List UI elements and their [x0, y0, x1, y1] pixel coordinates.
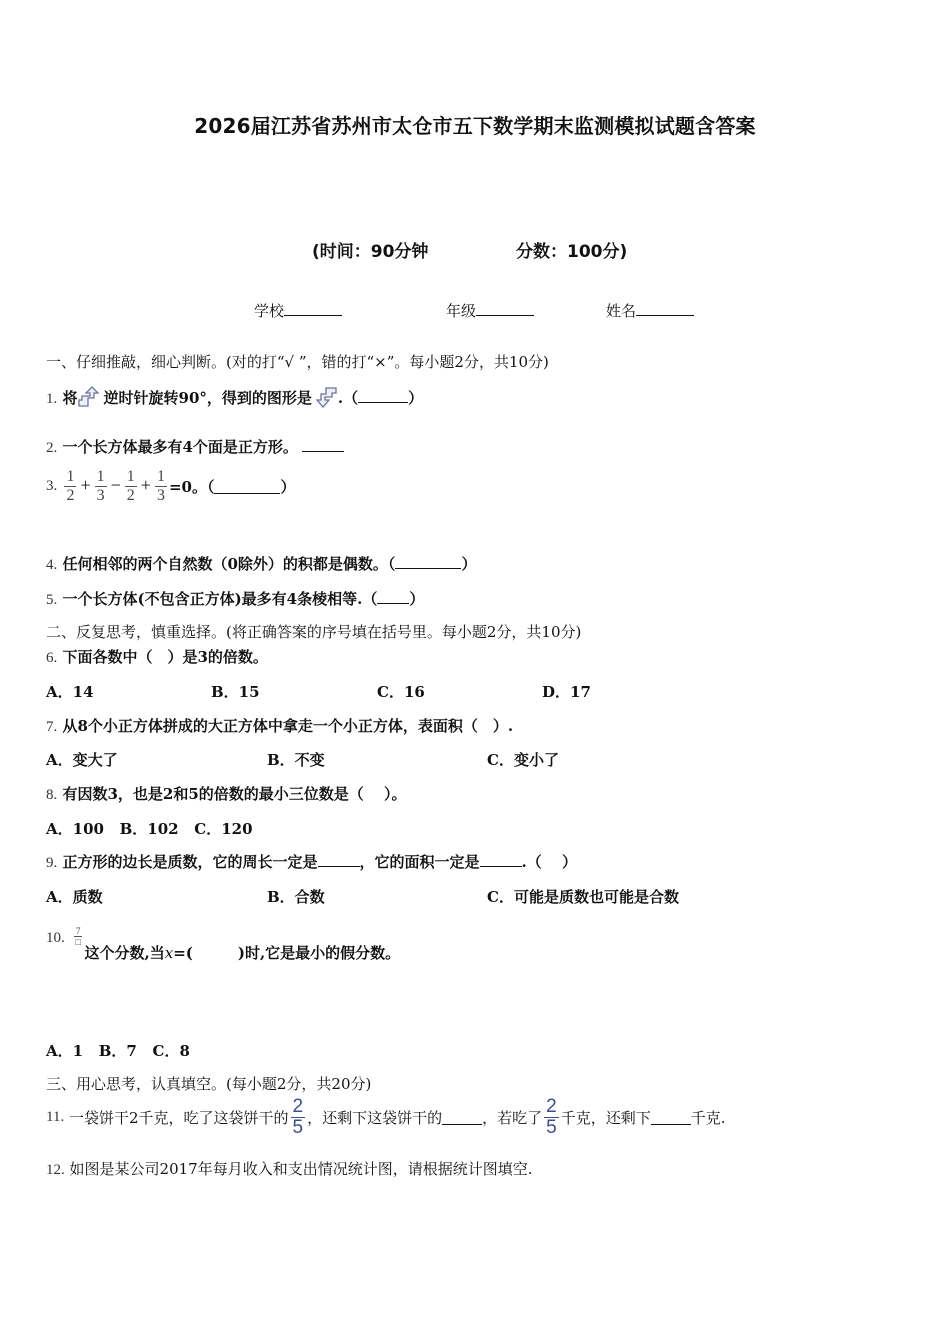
- q9-text-b: ，它的面积一定是: [359, 853, 480, 871]
- q6-option-a[interactable]: A．14: [46, 683, 94, 701]
- answer-blank-11b[interactable]: [651, 1110, 691, 1125]
- q6-text: 下面各数中（ ）是3的倍数。: [62, 648, 268, 666]
- school-input[interactable]: [284, 301, 342, 316]
- question-3: [46, 468, 295, 505]
- answer-blank-1[interactable]: [358, 388, 408, 403]
- fraction: $\frac{7}{□}$: [75, 926, 81, 947]
- q1-text-mid: 逆时针旋转90°，得到的图形是: [103, 389, 312, 407]
- question-number: 8.: [46, 787, 58, 803]
- q4-text: 任何相邻的两个自然数（0除外）的积都是偶数。（: [62, 555, 396, 573]
- fraction: $\frac{1}{2}$: [126, 468, 135, 504]
- name-field[interactable]: [606, 300, 694, 321]
- answer-blank-11a[interactable]: [442, 1110, 482, 1125]
- q8-option-c[interactable]: C．120: [194, 820, 253, 838]
- q10-option-a[interactable]: A．1: [46, 1042, 84, 1060]
- q2-text: 一个长方体最多有4个面是正方形。: [62, 438, 298, 456]
- question-2: [46, 436, 344, 457]
- document-title: 2026届江苏省苏州市太仓市五下数学期末监测模拟试题含答案: [194, 114, 756, 138]
- question-8: [46, 783, 407, 804]
- plus-operator: +: [140, 474, 151, 495]
- question-number: 3.: [46, 478, 58, 494]
- question-7: [46, 715, 513, 736]
- q7-option-a[interactable]: A．变大了: [46, 751, 118, 769]
- question-number: 1.: [46, 391, 58, 407]
- school-label: 学校: [254, 302, 285, 320]
- q1-text-pre: 将: [62, 389, 78, 407]
- q8-text: 有因数3，也是2和5的倍数的最小三位数是（ ）。: [62, 785, 407, 803]
- q10-text: 这个分数,当x=( )时,它是最小的假分数。: [84, 944, 401, 962]
- q6-option-d[interactable]: D．17: [542, 683, 591, 701]
- grade-field[interactable]: [446, 300, 534, 321]
- question-12: [46, 1158, 532, 1179]
- question-number: 6.: [46, 650, 58, 666]
- fraction: $\frac{2}{5}$: [546, 1096, 557, 1138]
- q8-options: [46, 818, 253, 839]
- q7-option-b[interactable]: B．不变: [267, 751, 325, 769]
- q3-close: ）: [280, 478, 296, 496]
- q11-text-e: 千克.: [690, 1109, 726, 1127]
- q11-text-b: ，还剩下这袋饼干的: [307, 1109, 443, 1127]
- q5-text: 一个长方体(不包含正方体)最多有4条棱相等.（: [62, 590, 378, 608]
- q6-option-c[interactable]: C．16: [377, 683, 425, 701]
- answer-blank-5[interactable]: [377, 589, 409, 604]
- question-number: 2.: [46, 440, 58, 456]
- plus-operator: +: [80, 474, 91, 495]
- name-label: 姓名: [606, 302, 637, 320]
- q11-text-c: ，若吃了: [482, 1109, 543, 1127]
- grade-input[interactable]: [476, 301, 534, 316]
- answer-blank-9b[interactable]: [480, 852, 522, 867]
- section-heading-3: 三、用心思考，认真填空。(每小题2分，共20分): [46, 1075, 372, 1093]
- q8-option-b[interactable]: B．102: [119, 820, 179, 838]
- q3-tail: =0。（: [168, 478, 215, 496]
- q9-text-c: .（ ）: [521, 853, 577, 871]
- q10-option-b[interactable]: B．7: [98, 1042, 137, 1060]
- grade-label: 年级: [446, 302, 477, 320]
- question-10: [46, 926, 401, 962]
- q9-option-b[interactable]: B．合数: [267, 888, 325, 906]
- question-number: 10.: [46, 930, 65, 946]
- q1-text-post: .（: [337, 389, 359, 407]
- q8-option-a[interactable]: A．100: [46, 820, 104, 838]
- q10-option-c[interactable]: C．8: [152, 1042, 190, 1060]
- q4-close: ）: [461, 555, 477, 573]
- question-4: [46, 553, 476, 574]
- q7-text: 从8个小正方体拼成的大正方体中拿走一个小正方体，表面积（ ）.: [62, 717, 514, 735]
- answer-blank-9a[interactable]: [318, 852, 360, 867]
- q6-option-b[interactable]: B．15: [211, 683, 260, 701]
- question-number: 11.: [46, 1109, 65, 1125]
- q9-option-c[interactable]: C．可能是质数也可能是合数: [487, 888, 679, 906]
- section-heading-2: 二、反复思考，慎重选择。(将正确答案的序号填在括号里。每小题2分，共10分): [46, 623, 582, 641]
- question-5: [46, 588, 424, 609]
- step-arrow-up-icon: [78, 386, 104, 408]
- question-11: [46, 1097, 726, 1138]
- q11-text-a: 一袋饼干2千克，吃了这袋饼干的: [68, 1109, 289, 1127]
- question-number: 5.: [46, 592, 58, 608]
- minus-operator: −: [110, 474, 121, 495]
- q9-option-a[interactable]: A．质数: [46, 888, 103, 906]
- q12-text: 如图是某公司2017年每月收入和支出情况统计图，请根据统计图填空.: [69, 1160, 533, 1178]
- time-label: (时间：90分钟: [312, 242, 429, 262]
- question-number: 12.: [46, 1162, 65, 1178]
- fraction: $\frac{1}{3}$: [156, 468, 165, 504]
- step-arrow-down-icon: [312, 386, 338, 408]
- question-9: [46, 851, 577, 872]
- fraction: $\frac{1}{2}$: [66, 468, 75, 504]
- q9-text-a: 正方形的边长是质数，它的周长一定是: [62, 853, 318, 871]
- q10-options: [46, 1040, 190, 1061]
- q1-close: ）: [408, 389, 424, 407]
- fraction: $\frac{1}{3}$: [96, 468, 105, 504]
- school-field[interactable]: [254, 300, 342, 321]
- q5-close: ）: [409, 590, 425, 608]
- fraction: $\frac{2}{5}$: [292, 1096, 304, 1138]
- score-label: 分数：100分): [516, 242, 628, 262]
- name-input[interactable]: [636, 301, 694, 316]
- question-number: 9.: [46, 855, 58, 871]
- question-1: [46, 386, 423, 408]
- answer-blank-2[interactable]: [302, 437, 344, 452]
- question-6: [46, 646, 268, 667]
- q11-text-d: 千克，还剩下: [560, 1109, 651, 1127]
- q7-option-c[interactable]: C．变小了: [487, 751, 559, 769]
- question-number: 7.: [46, 719, 58, 735]
- question-number: 4.: [46, 557, 58, 573]
- answer-blank-3[interactable]: [214, 479, 280, 494]
- answer-blank-4[interactable]: [395, 554, 461, 569]
- section-heading-1: 一、仔细推敲，细心判断。(对的打“√ ”，错的打“×”。每小题2分，共10分): [46, 353, 549, 371]
